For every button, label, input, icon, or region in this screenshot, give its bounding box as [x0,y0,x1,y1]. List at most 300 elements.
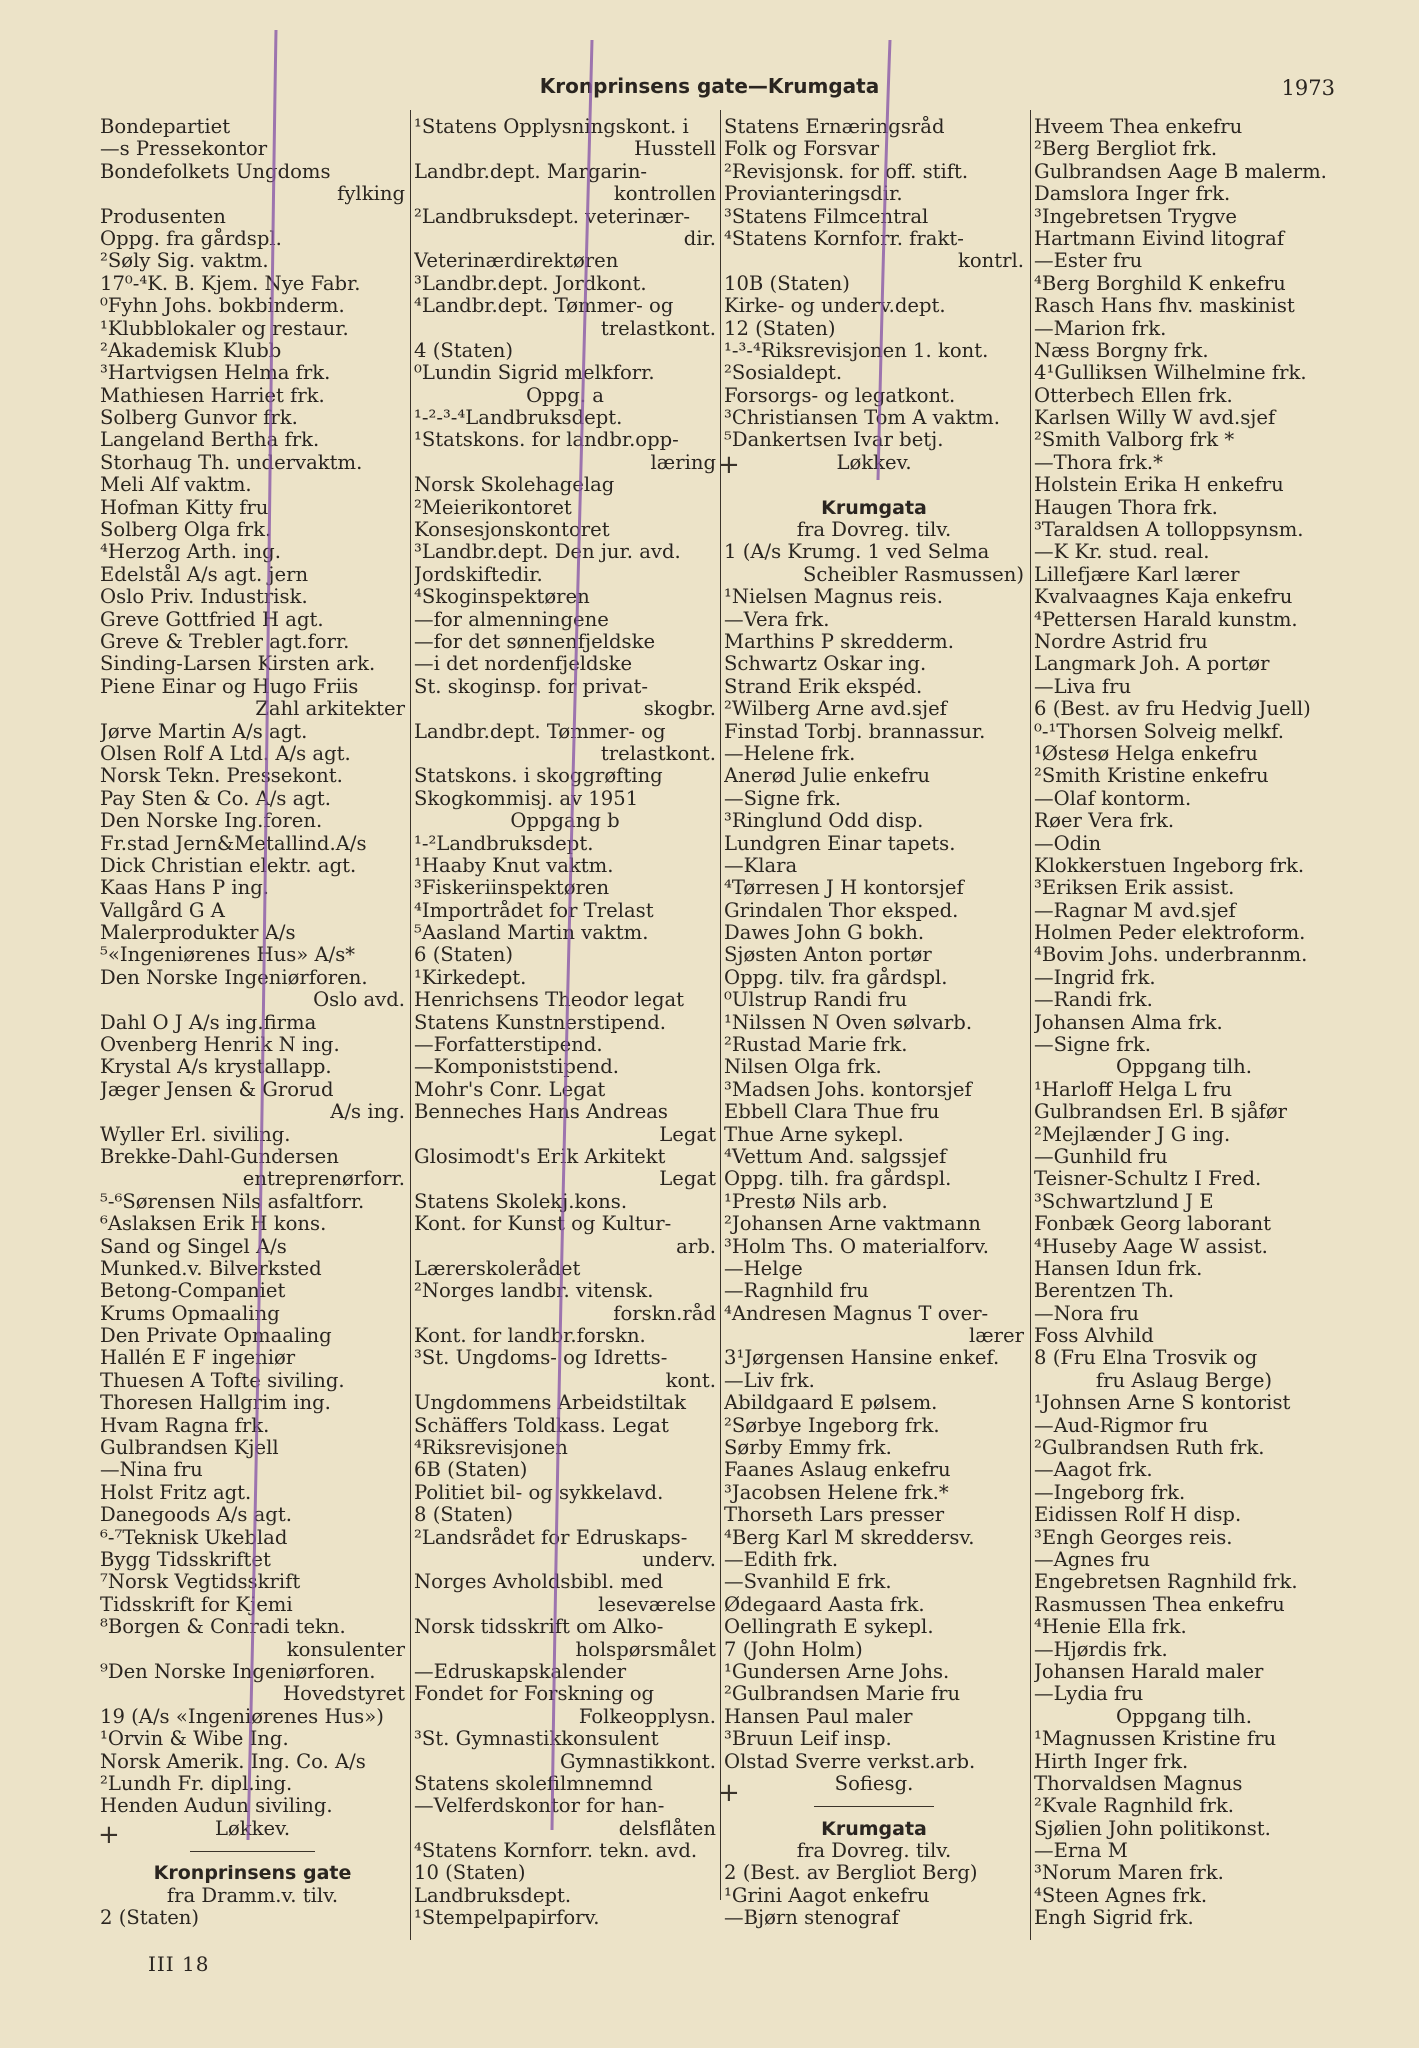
directory-line: Veterinærdirektøren [414,250,619,273]
directory-line: —Aud-Rigmor fru [1034,1414,1209,1437]
page-footer: III 18 [148,1952,210,1976]
directory-line: ²Lundh Fr. dipl.ing. [100,1772,293,1795]
directory-line: ¹Gundersen Arne Johs. [724,1660,950,1683]
directory-line: entreprenørforr. [242,1168,405,1191]
directory-line: ²Rustad Marie frk. [724,1034,908,1057]
directory-line: ²Landbruksdept. veterinær- [414,205,690,228]
directory-line: Greve Gottfried H agt. [100,608,324,631]
directory-line: Danegoods A/s agt. [100,1504,292,1527]
directory-line: Dahl O J A/s ing.firma [100,1011,317,1034]
directory-line: ²Smith Kristine enkefru [1034,765,1269,788]
directory-line: Gulbrandsen Erl. B sjåfør [1034,1101,1288,1124]
directory-line: Krystal A/s krystallapp. [100,1056,332,1079]
directory-line: Schäffers Toldkass. Legat [414,1414,669,1437]
directory-line: ¹Harloff Helga L fru [1034,1078,1233,1101]
directory-line: A/s ing. [330,1101,405,1124]
directory-line: ³St. Gymnastikkonsulent [414,1728,659,1751]
directory-line: —Bjørn stenograf [724,1907,899,1930]
directory-line: Legat [659,1123,716,1146]
directory-line: Brekke-Dahl-Gundersen [100,1145,339,1168]
directory-line: —Ester fru [1034,250,1143,273]
directory-line: ⁰-¹Thorsen Solveig melkf. [1034,720,1284,743]
directory-line: Schwartz Oskar ing. [724,653,927,676]
directory-line: Den Norske Ingeniørforen. [100,966,368,989]
directory-line: Rasmussen Thea enkefru [1034,1593,1285,1616]
directory-line: Oppgang tilh. [1115,1705,1253,1728]
directory-line: ⁸Borgen & Conradi tekn. [100,1616,346,1639]
directory-line: ⁰Fyhn Johs. bokbinderm. [100,295,345,318]
directory-line: Folkeopplysn. [578,1705,716,1728]
directory-line: Provianteringsdir. [724,183,903,206]
directory-line: ¹Kirkedept. [414,966,527,989]
directory-line: ³Madsen Johs. kontorsjef [724,1078,972,1101]
divider [724,1795,1024,1817]
directory-line: Henden Audun siviling. [100,1795,333,1818]
directory-line: ²Sørbye Ingeborg frk. [724,1414,940,1437]
directory-line: —Komponiststipend. [414,1056,619,1079]
directory-line: kontrl. [957,250,1024,273]
directory-line: Munked.v. Bilverksted [100,1257,322,1280]
directory-line: ¹Grini Aagot enkefru [724,1884,930,1907]
directory-line: 6 (Staten) [414,944,514,967]
directory-line: 8 (Staten) [414,1504,514,1527]
directory-line: —Helene frk. [724,742,856,765]
directory-line: ²Wilberg Arne avd.sjef [724,698,947,721]
directory-line: 6B (Staten) [414,1459,528,1482]
directory-line: dir. [683,227,716,250]
directory-line: Sjølien John politikonst. [1034,1817,1271,1840]
directory-line: 19 (A/s «Ingeniørenes Hus») [100,1705,384,1728]
directory-line: ⁶Aslaksen Erik H kons. [100,1213,327,1236]
directory-line: ³Landbr.dept. Jordkont. [414,272,647,295]
directory-line: Berentzen Th. [1034,1280,1175,1303]
directory-line [724,474,1024,496]
directory-line: ⁴Pettersen Harald kunstm. [1034,608,1298,631]
directory-line: —Marion frk. [1034,317,1167,340]
directory-line: trelastkont. [600,317,716,340]
directory-line: Statens Ernæringsråd [724,116,945,138]
directory-line: ⁴Vettum And. salgssjef [724,1145,947,1168]
directory-line: ³Jacobsen Helene frk.* [724,1481,949,1504]
directory-line: Klokkerstuen Ingeborg frk. [1034,854,1305,877]
directory-line: Sjøsten Anton portør [724,944,932,967]
directory-line: Landbr.dept. Margarin- [414,160,648,183]
directory-line: Oppgang tilh. [1115,1056,1253,1079]
directory-line: ²Akademisk Klubb [100,339,282,362]
directory-line: Johansen Alma frk. [1034,1011,1223,1034]
directory-line: Scheibler Rasmussen) [803,563,1024,586]
directory-line: Dick Christian elektr. agt. [100,854,357,877]
directory-line: —Erna M [1034,1840,1128,1863]
directory-line: ¹Klubblokaler og restaur. [100,317,349,340]
directory-line: Sinding-Larsen Kirsten ark. [100,653,376,676]
directory-line: Statskons. i skoggrøfting [414,765,663,788]
directory-line: Statens Kunstnerstipend. [414,1011,667,1034]
directory-line: Norsk Tekn. Pressekont. [100,765,343,788]
directory-line: ⁴Statens Kornforr. tekn. avd. [414,1840,698,1863]
directory-line: —Liv frk. [724,1369,815,1392]
directory-line: ⁵Aasland Martin vaktm. [414,922,649,945]
directory-line: Løkkev. [836,451,912,474]
directory-line: ³Bruun Leif insp. [724,1728,892,1751]
directory-line: Mathiesen Harriet frk. [100,384,325,407]
directory-line: Den Private Opmaaling [100,1325,332,1348]
directory-line: 2 (Best. av Bergliot Berg) [724,1862,978,1885]
directory-line: Legat [659,1168,716,1191]
directory-line: 4 (Staten) [414,339,514,362]
directory-line: Norsk tidsskrift om Alko- [414,1616,664,1639]
directory-line: Piene Einar og Hugo Friis [100,675,359,698]
directory-line: fra Dovreg. tilv. [796,1840,952,1863]
directory-line: Solberg Gunvor frk. [100,407,298,430]
directory-line: 7 (John Holm) [724,1638,863,1661]
directory-line: Solberg Olga frk. [100,519,272,542]
directory-line: ⁴Statens Kornforr. frakt- [724,227,964,250]
directory-line: lærer [968,1325,1024,1348]
directory-line: Eidissen Rolf H disp. [1034,1504,1242,1527]
directory-line: ³Landbr.dept. Den jur. avd. [414,541,681,564]
directory-line: Kirke- og underv.dept. [724,295,946,318]
directory-line: —Forfatterstipend. [414,1034,603,1057]
directory-line: ¹Stempelpapirforv. [414,1907,600,1930]
directory-line: holspørsmålet [575,1638,716,1661]
directory-line: ¹Johnsen Arne S kontorist [1034,1392,1291,1415]
cross-mark-icon: + [718,1778,740,1808]
directory-line: Oppg. fra gårdspl. [100,227,282,250]
directory-line: —Edith frk. [724,1549,839,1571]
directory-line: Engebretsen Ragnhild frk. [1034,1571,1298,1594]
directory-line: Faanes Aslaug enkefru [724,1459,951,1482]
directory-line: —Ingeborg frk. [1034,1481,1186,1504]
directory-line: Betong-Companiet [100,1280,286,1303]
directory-line: ³Statens Filmcentral [724,205,929,228]
directory-line: Gulbrandsen Kjell [100,1437,279,1460]
directory-line: —Edruskapskalender [414,1660,627,1683]
directory-line: Kvalvaagnes Kaja enkefru [1034,586,1293,609]
directory-line: Benneches Hans Andreas [414,1101,668,1124]
directory-line: ¹-³-⁴Riksrevisjonen 1. kont. [724,339,989,362]
directory-line: Damslora Inger frk. [1034,183,1231,206]
directory-line: ⁴Riksrevisjonen [414,1437,568,1460]
directory-line: Sørby Emmy frk. [724,1437,892,1460]
directory-line: Holmen Peder elektroform. [1034,922,1306,945]
directory-line: —Thora frk.* [1034,451,1163,474]
directory-line: arb. [676,1235,716,1258]
directory-line: Sand og Singel A/s [100,1235,287,1258]
directory-line: ⁰Ulstrup Randi fru [724,989,908,1012]
directory-line: 12 (Staten) [724,317,836,340]
directory-line: 4¹Gulliksen Wilhelmine frk. [1034,362,1307,385]
directory-line: Teisner-Schultz I Fred. [1034,1168,1262,1191]
directory-line: Nordre Astrid fru [1034,630,1208,653]
directory-line: Landbruksdept. [414,1884,572,1907]
street-heading: Krumgata [821,1817,927,1840]
column-3 [724,116,1024,1930]
directory-line: Thorseth Lars presser [724,1504,945,1527]
directory-line: fra Dramm.v. tilv. [166,1884,339,1907]
directory-line: ⁴Berg Karl M skreddersv. [724,1526,975,1549]
directory-line: —Vera frk. [724,608,830,631]
directory-line: Grindalen Thor eksped. [724,899,959,922]
directory-line: Fondet for Forskning og [414,1683,655,1706]
page-number: 1973 [1281,76,1335,100]
directory-line: ¹Statens Opplysningskont. i [414,116,689,138]
directory-line: ²Landsrådet for Edruskaps- [414,1526,688,1549]
directory-line: skogbr. [643,698,716,721]
directory-line: ⁴Henie Ella frk. [1034,1616,1187,1639]
directory-line: Ovenberg Henrik N ing. [100,1034,340,1057]
directory-line: ⁴Berg Borghild K enkefru [1034,272,1286,295]
directory-line: Jørve Martin A/s agt. [100,720,308,743]
directory-line: Langmark Joh. A portør [1034,653,1270,676]
directory-line: 6 (Best. av fru Hedvig Juell) [1034,698,1311,721]
directory-line: —Lydia fru [1034,1683,1144,1706]
directory-line: Oppg. a [526,384,604,407]
directory-line: Hansen Idun frk. [1034,1257,1203,1280]
directory-line: ⁴Huseby Aage W assist. [1034,1235,1268,1258]
directory-line: Johansen Harald maler [1034,1660,1264,1683]
column-4 [1034,116,1334,1930]
directory-line: Norsk Skolehagelag [414,474,615,497]
directory-line: fru Aslaug Berge) [1095,1369,1273,1392]
directory-line: fra Dovreg. tilv. [796,519,952,542]
directory-line: —Ragnar M avd.sjef [1034,899,1236,922]
directory-line: Krums Opmaaling [100,1302,280,1325]
directory-line: ²Revisjonsk. for off. stift. [724,160,969,183]
directory-line: underv. [642,1549,716,1571]
directory-line: ³Schwartzlund J E [1034,1190,1214,1213]
cross-mark-icon: + [718,450,740,480]
directory-line: 1 (A/s Krumg. 1 ved Selma [724,541,990,564]
directory-line: ¹-²-³-⁴Landbruksdept. [414,407,623,430]
directory-line: Thorvaldsen Magnus [1034,1772,1243,1795]
directory-line: ³Taraldsen A tolloppsynsm. [1034,519,1304,542]
directory-line: Hansen Paul maler [724,1705,913,1728]
column-separator [1030,110,1031,1940]
directory-line: ²Gulbrandsen Ruth frk. [1034,1437,1265,1460]
directory-line: —for almenningene [414,608,609,631]
directory-line: Foss Alvhild [1034,1325,1154,1348]
directory-line: Rasch Hans fhv. maskinist [1034,295,1295,318]
directory-line: ³Ingebretsen Trygve [1034,205,1237,228]
directory-line: ³Holm Ths. O materialforv. [724,1235,990,1258]
directory-line: Jordskiftedir. [414,563,543,586]
directory-line: —Aagot frk. [1034,1459,1153,1482]
directory-line: 10B (Staten) [724,272,850,295]
directory-line: Jæger Jensen & Grorud [100,1078,334,1101]
directory-line: Produsenten [100,205,226,228]
directory-line: Sofiesg. [834,1772,914,1795]
directory-line: Skogkommisj. av 1951 [414,787,639,810]
directory-line: Norges Avholdsbibl. med [414,1571,664,1594]
directory-line: Røer Vera frk. [1034,810,1175,833]
directory-line: Wyller Erl. siviling. [100,1123,291,1146]
directory-line: Anerød Julie enkefru [724,765,931,788]
directory-line: —K Kr. stud. real. [1034,541,1210,564]
directory-line: leseværelse [598,1593,716,1616]
directory-line: Henrichsens Theodor legat [414,989,685,1012]
directory-line: Kaas Hans P ing. [100,877,270,900]
directory-line: —Agnes fru [1034,1549,1151,1571]
directory-line: Haugen Thora frk. [1034,496,1218,519]
directory-line: ²Smith Valborg frk * [1034,429,1235,452]
directory-line: Strand Erik ekspéd. [724,675,923,698]
directory-line: ⁴Landbr.dept. Tømmer- og [414,295,674,318]
directory-line: ²Søly Sig. vaktm. [100,250,269,273]
cross-mark-icon: + [98,1820,120,1850]
directory-line: ¹Haaby Knut vaktm. [414,854,614,877]
directory-line: ³Norum Maren frk. [1034,1862,1224,1885]
directory-line: ²Johansen Arne vaktmann [724,1213,981,1236]
directory-line: Karlsen Willy W avd.sjef [1034,407,1276,430]
directory-line: Zahl arkitekter [255,698,405,721]
directory-line: Gymnastikkont. [559,1750,716,1773]
street-heading: Krumgata [821,496,927,519]
directory-line: ³Ringlund Odd disp. [724,810,924,833]
directory-line: Landbr.dept. Tømmer- og [414,720,666,743]
directory-line: ²Berg Bergliot frk. [1034,138,1218,161]
street-heading: Kronprinsens gate [153,1862,352,1885]
column-separator [410,110,411,1940]
column-separator [720,110,721,1900]
directory-line: Statens Skolekj.kons. [414,1190,628,1213]
directory-line: Finstad Torbj. brannassur. [724,720,986,743]
page-header-title: Kronprinsens gate—Krumgata [539,74,880,98]
directory-line: ¹Magnussen Kristine fru [1034,1728,1277,1751]
directory-line: Statens skolefilmnemnd [414,1772,653,1795]
directory-line: Storhaug Th. undervaktm. [100,451,363,474]
directory-line: Olsen Rolf A Ltd. A/s agt. [100,742,351,765]
directory-line: ¹Nielsen Magnus reis. [724,586,943,609]
directory-line: Greve & Trebler agt.forr. [100,630,350,653]
directory-line: Bondefolkets Ungdoms [100,160,331,183]
column-1 [100,116,405,1930]
directory-line: Ungdommens Arbeidstiltak [414,1392,687,1415]
directory-line: 17⁰-⁴K. B. Kjem. Nye Fabr. [100,272,361,295]
directory-line: Pay Sten & Co. A/s agt. [100,787,331,810]
directory-line: konsulenter [286,1638,405,1661]
directory-line: Nilsen Olga frk. [724,1056,882,1079]
directory-line: St. skoginsp. for privat- [414,675,649,698]
directory-line: 8 (Fru Elna Trosvik og [1034,1347,1258,1370]
directory-line: ¹Prestø Nils arb. [724,1190,888,1213]
directory-line: ⁴Skoginspektøren [414,586,590,609]
directory-line: ⁴Bovim Johs. underbrannm. [1034,944,1308,967]
directory-line: forskn.råd [613,1302,716,1325]
directory-line: Thuesen A Tofte siviling. [100,1369,345,1392]
directory-line: —s Pressekontor [100,138,268,161]
directory-line: Olstad Sverre verkst.arb. [724,1750,976,1773]
directory-line: Thue Arne sykepl. [724,1123,904,1146]
column-2 [414,116,716,1930]
directory-line: Gulbrandsen Aage B malerm. [1034,160,1327,183]
directory-line: ⁴Steen Agnes frk. [1034,1884,1208,1907]
directory-line: Kont. for landbr.forskn. [414,1325,646,1348]
directory-line: Tidsskrift for Kjemi [100,1593,293,1616]
directory-line: Lærerskolerådet [414,1257,581,1280]
directory-line: ³Fiskeriinspektøren [414,877,610,900]
directory-line: Hovedstyret [283,1683,405,1706]
directory-line: ⁹Den Norske Ingeniørforen. [100,1660,376,1683]
directory-line: Hvam Ragna frk. [100,1414,270,1437]
directory-line: ⁴Andresen Magnus T over- [724,1302,989,1325]
directory-line: Thoresen Hallgrim ing. [100,1392,331,1415]
directory-line: Lillefjære Karl lærer [1034,563,1240,586]
directory-line: Fr.stad Jern&Metallind.A/s [100,832,367,855]
directory-line: Edelstål A/s agt. jern [100,563,309,586]
directory-line: ²Mejlænder J G ing. [1034,1123,1231,1146]
directory-line: —Signe frk. [1034,1034,1151,1057]
directory-line: ¹-²Landbruksdept. [414,832,594,855]
directory-line: ³Christiansen Tom A vaktm. [724,407,1000,430]
directory-line: —Velferdskontor for han- [414,1795,665,1818]
directory-line: —i det nordenfjeldske [414,653,633,676]
directory-line: —Liva fru [1034,675,1132,698]
directory-line: —Odin [1034,832,1102,855]
directory-line: Oslo avd. [313,989,405,1012]
directory-line: —for det sønnenfjeldske [414,630,656,653]
directory-line: Otterbech Ellen frk. [1034,384,1233,407]
directory-line: Marthins P skredderm. [724,630,954,653]
directory-line: 2 (Staten) [100,1907,200,1930]
divider [100,1840,405,1862]
directory-line: ⁷Norsk Vegtidsskrift [100,1571,301,1594]
directory-line: Husstell [634,138,716,161]
directory-line: —Gunhild fru [1034,1145,1168,1168]
directory-line: Lundgren Einar tapets. [724,832,956,855]
directory-line: Meli Alf vaktm. [100,474,252,497]
directory-line: ³Hartvigsen Helma frk. [100,362,331,385]
directory-line: ⁵Dankertsen Ivar betj. [724,429,944,452]
directory-line: ¹Orvin & Wibe Ing. [100,1728,289,1751]
directory-line: —Nina fru [100,1459,203,1482]
directory-line: Hallén E F ingeniør [100,1347,296,1370]
directory-line: fylking [337,183,405,206]
directory-line: ²Meierikontoret [414,496,572,519]
directory-line: Dawes John G bokh. [724,922,925,945]
directory-line: Holst Fritz agt. [100,1481,252,1504]
directory-line: Ebbell Clara Thue fru [724,1101,940,1124]
directory-line: Forsorgs- og legatkont. [724,384,956,407]
directory-line: Bygg Tidsskriftet [100,1549,271,1571]
directory-line: delsflåten [618,1817,716,1840]
directory-line: Oppg. tilv. fra gårdspl. [724,966,948,989]
directory-line: Oellingrath E sykepl. [724,1616,934,1639]
directory-line: —Svanhild E frk. [724,1571,892,1594]
directory-line: Oslo Priv. Industrisk. [100,586,308,609]
directory-line: Vallgård G A [100,899,225,922]
directory-line: —Ragnhild fru [724,1280,869,1303]
directory-line: Langeland Bertha frk. [100,429,320,452]
directory-line: —Randi frk. [1034,989,1153,1012]
directory-line: Glosimodt's Erik Arkitekt [414,1145,666,1168]
directory-line: ⁵-⁶Sørensen Nils asfaltforr. [100,1190,365,1213]
directory-line: —Helge [724,1257,803,1280]
directory-line: Den Norske Ing.foren. [100,810,323,833]
directory-line: Hofman Kitty fru [100,496,269,519]
directory-line: Hveem Thea enkefru [1034,116,1243,138]
directory-line: Engh Sigrid frk. [1034,1907,1194,1930]
directory-line: ³Engh Georges reis. [1034,1526,1233,1549]
directory-line: —Signe frk. [724,787,841,810]
directory-line: Næss Borgny frk. [1034,339,1209,362]
directory-line: Kont. for Kunst og Kultur- [414,1213,672,1236]
directory-line: ¹Statskons. for landbr.opp- [414,429,679,452]
directory-line: Oppg. tilh. fra gårdspl. [724,1168,952,1191]
directory-line: Oppgang b [510,810,620,833]
directory-line: Fonbæk Georg laborant [1034,1213,1272,1236]
directory-line: Ødegaard Aasta frk. [724,1593,925,1616]
